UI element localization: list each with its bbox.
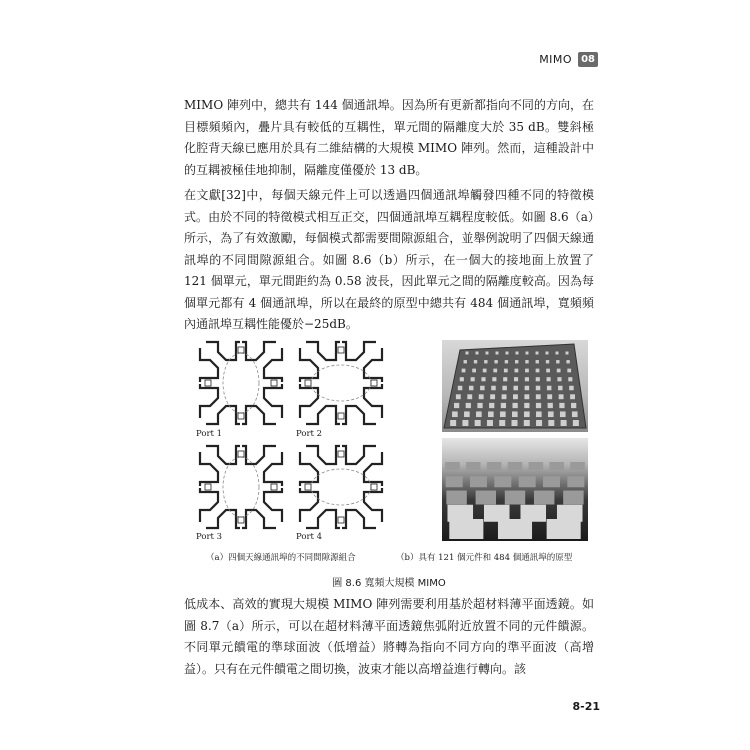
antenna-element-port1 xyxy=(196,338,286,428)
array-element xyxy=(515,369,519,373)
gap-source xyxy=(271,484,277,490)
array-element xyxy=(474,360,477,363)
antenna-arm xyxy=(342,446,382,486)
array-element-closeup xyxy=(487,462,502,470)
cross-antenna-diagram xyxy=(296,442,386,532)
figure-8-6 xyxy=(184,332,594,587)
array-element xyxy=(536,360,539,363)
array-element xyxy=(570,394,575,399)
paragraph-3: 低成本、高效的實現大規模 MIMO 陣列需要利用基於超材料薄平面透鏡。如圖 8.7（a）所示，可以在超材料薄平面透鏡焦弧附近放置不同的元件饋源。不同單元饋電的準球面波（低增益）將轉為指向不同方向的準平面波（高增益）。只有在元件饋電之間切換，波束才能以高增益進行轉向。該 xyxy=(184,597,594,676)
array-element xyxy=(464,360,467,363)
gap-source xyxy=(305,484,311,490)
array-element xyxy=(569,386,574,391)
array-element xyxy=(512,411,518,417)
array-element xyxy=(504,369,508,373)
array-element-closeup xyxy=(476,491,496,505)
array-element xyxy=(514,377,518,381)
array-element xyxy=(526,352,529,355)
array-element-closeup xyxy=(446,476,463,487)
array-element xyxy=(572,411,578,417)
antenna-arm xyxy=(200,446,240,486)
array-element xyxy=(515,360,518,363)
gap-source xyxy=(238,413,244,419)
array-element xyxy=(466,403,471,408)
antenna-arm xyxy=(342,342,382,382)
array-element xyxy=(460,377,464,381)
array-element xyxy=(501,403,506,408)
array-element xyxy=(571,403,576,408)
array-element-closeup xyxy=(547,519,581,539)
gap-source xyxy=(338,517,344,523)
array-element xyxy=(486,352,489,355)
array-element xyxy=(516,352,519,355)
array-element xyxy=(525,369,529,373)
array-element xyxy=(567,369,571,373)
antenna-arm xyxy=(200,342,240,382)
array-element-closeup xyxy=(529,462,544,470)
array-element xyxy=(494,360,497,363)
array-element xyxy=(458,386,463,391)
array-element xyxy=(556,352,559,355)
antenna-arm xyxy=(342,488,382,528)
antenna-element-port2 xyxy=(296,338,386,428)
array-element xyxy=(467,394,472,399)
array-element-closeup xyxy=(567,476,584,487)
current-path xyxy=(223,353,259,413)
gap-source xyxy=(338,413,344,419)
array-element xyxy=(472,369,476,373)
array-element xyxy=(525,360,528,363)
array-element-closeup xyxy=(498,519,532,539)
array-element xyxy=(490,394,495,399)
cross-antenna-diagram xyxy=(196,338,286,428)
array-element xyxy=(548,403,553,408)
array-element xyxy=(547,377,551,381)
array-element xyxy=(487,420,493,426)
paragraph-2: 在文獻[32]中，每個天線元件上可以透過四個通訊埠觸發四種不同的特徵模式。由於不同的特徵模式相互正交，四個通訊埠互耦程度較低。如圖 8.6（a）所示，為了有效激勵，每個模式都需要間隙源組合，並舉例說明了四個天線通訊埠的不同間隙源組合。如圖 8.6（b）所示，在一個大的接地面上放置了 121 個單元，單元間距約為 0.58 波長，因此單元之間的隔離度較高。因為每個單元都有 4 個通訊埠，所以在最終的原型中總共有 484 個通訊埠，寬頻頻內通訊埠互耦性能優於−25dB。 xyxy=(184,188,594,331)
array-element xyxy=(536,369,540,373)
port-label: Port 3 xyxy=(196,532,223,542)
array-element xyxy=(484,360,487,363)
array-element xyxy=(483,369,487,373)
array-element-closeup xyxy=(446,491,466,505)
array-element xyxy=(500,411,506,417)
array-element-closeup xyxy=(449,519,483,539)
array-element xyxy=(560,411,566,417)
array-element xyxy=(462,369,466,373)
array-element-closeup xyxy=(508,462,523,470)
array-element xyxy=(506,352,509,355)
array-element xyxy=(566,352,569,355)
antenna-arm xyxy=(300,446,340,486)
array-element xyxy=(514,386,519,391)
gap-source xyxy=(271,380,277,386)
array-element xyxy=(536,352,539,355)
array-element xyxy=(469,386,474,391)
gap-source xyxy=(205,484,211,490)
array-element xyxy=(488,411,494,417)
array-element-closeup xyxy=(494,476,511,487)
chapter-title: MIMO xyxy=(539,53,573,66)
antenna-arm xyxy=(300,384,340,424)
cross-antenna-diagram xyxy=(196,442,286,532)
array-element xyxy=(476,352,479,355)
current-path xyxy=(223,457,259,517)
array-element xyxy=(548,420,554,426)
gap-source xyxy=(338,451,344,457)
array-element-closeup xyxy=(563,491,583,505)
array-element-closeup xyxy=(549,462,564,470)
array-element xyxy=(548,411,554,417)
gap-source xyxy=(371,380,377,386)
array-element xyxy=(513,403,518,408)
antenna-arm xyxy=(300,488,340,528)
array-element xyxy=(477,403,482,408)
antenna-arm xyxy=(242,384,282,424)
array-element-closeup xyxy=(570,462,585,470)
array-element-closeup xyxy=(534,491,554,505)
array-element-closeup xyxy=(470,476,487,487)
array-element xyxy=(525,377,529,381)
array-element xyxy=(493,369,497,373)
gap-source xyxy=(238,451,244,457)
gap-source xyxy=(338,347,344,353)
chapter-number-badge: 08 xyxy=(578,52,598,67)
current-path xyxy=(311,469,371,505)
antenna-arm xyxy=(200,488,240,528)
gap-source xyxy=(238,517,244,523)
port-label: Port 4 xyxy=(296,532,323,542)
array-element xyxy=(513,394,518,399)
array-element xyxy=(559,394,564,399)
prototype-photo-closeup xyxy=(442,438,588,541)
array-element xyxy=(456,394,461,399)
array-element xyxy=(450,420,456,426)
array-element-closeup xyxy=(505,491,525,505)
array-element xyxy=(546,360,549,363)
array-element xyxy=(479,394,484,399)
array-element-closeup xyxy=(445,462,460,470)
array-element xyxy=(512,420,518,426)
array-element xyxy=(476,411,482,417)
array-element-closeup xyxy=(519,476,536,487)
array-element xyxy=(466,352,469,355)
array-element xyxy=(573,420,579,426)
array-element xyxy=(499,420,505,426)
array-element xyxy=(536,386,541,391)
gap-source xyxy=(238,347,244,353)
array-element xyxy=(558,386,563,391)
array-element xyxy=(566,360,569,363)
array-element xyxy=(568,377,572,381)
array-element xyxy=(462,420,468,426)
array-element xyxy=(556,360,559,363)
array-element-closeup xyxy=(466,462,481,470)
antenna-arm xyxy=(342,384,382,424)
page-number: 8-21 xyxy=(572,700,600,713)
antenna-arm xyxy=(242,446,282,486)
array-element xyxy=(491,386,496,391)
subcaption-b: （b）具有 121 個元件和 484 個通訊埠的原型 xyxy=(396,553,573,563)
array-element xyxy=(480,386,485,391)
array-element xyxy=(502,394,507,399)
gap-source xyxy=(305,380,311,386)
array-element xyxy=(475,420,481,426)
array-element xyxy=(524,411,530,417)
array-element xyxy=(547,394,552,399)
array-element xyxy=(536,403,541,408)
antenna-element-port4 xyxy=(296,442,386,532)
array-element xyxy=(492,377,496,381)
antenna-arm xyxy=(200,384,240,424)
antenna-arm xyxy=(242,488,282,528)
figure-caption: 圖 8.6 寬頻大規模 MIMO xyxy=(332,578,446,589)
running-header xyxy=(539,52,598,67)
array-element xyxy=(524,394,529,399)
cross-antenna-diagram xyxy=(296,338,386,428)
subcaption-a: （a）四個天線通訊埠的不同間隙源組合 xyxy=(206,553,356,563)
array-element xyxy=(557,369,561,373)
array-element xyxy=(524,403,529,408)
array-element xyxy=(464,411,470,417)
array-element xyxy=(547,386,552,391)
array-element xyxy=(489,403,494,408)
array-element xyxy=(471,377,475,381)
array-element xyxy=(502,386,507,391)
gap-source xyxy=(371,484,377,490)
array-element xyxy=(505,360,508,363)
array-element xyxy=(536,411,542,417)
array-element xyxy=(546,369,550,373)
array-element xyxy=(561,420,567,426)
antenna-arm xyxy=(300,342,340,382)
array-element xyxy=(536,394,541,399)
paragraph-1: MIMO 陣列中，總共有 144 個通訊埠。因為所有更新都指向不同的方向，在目標頻頻內，疊片具有較低的互耦性，單元間的隔離度大於 35 dB。雙斜極化腔背天線已應用於具有二維結構的大規模 MIMO 陣列。然而，這種設計中的互耦被極佳地抑制，隔離度僅優於 13 dB。 xyxy=(184,98,594,177)
port-label: Port 2 xyxy=(296,429,323,439)
array-element xyxy=(452,411,458,417)
array-element xyxy=(536,420,542,426)
current-path xyxy=(311,365,371,401)
array-element xyxy=(454,403,459,408)
array-element xyxy=(546,352,549,355)
array-element xyxy=(496,352,499,355)
antenna-element-port3 xyxy=(196,442,286,532)
array-element xyxy=(559,403,564,408)
array-element xyxy=(481,377,485,381)
array-element xyxy=(536,377,540,381)
prototype-photo-overview xyxy=(442,340,588,432)
gap-source xyxy=(205,380,211,386)
antenna-arm xyxy=(242,342,282,382)
port-label: Port 1 xyxy=(196,429,223,439)
array-element xyxy=(503,377,507,381)
array-element-closeup xyxy=(543,476,560,487)
array-element xyxy=(525,386,530,391)
array-element xyxy=(557,377,561,381)
array-element xyxy=(524,420,530,426)
